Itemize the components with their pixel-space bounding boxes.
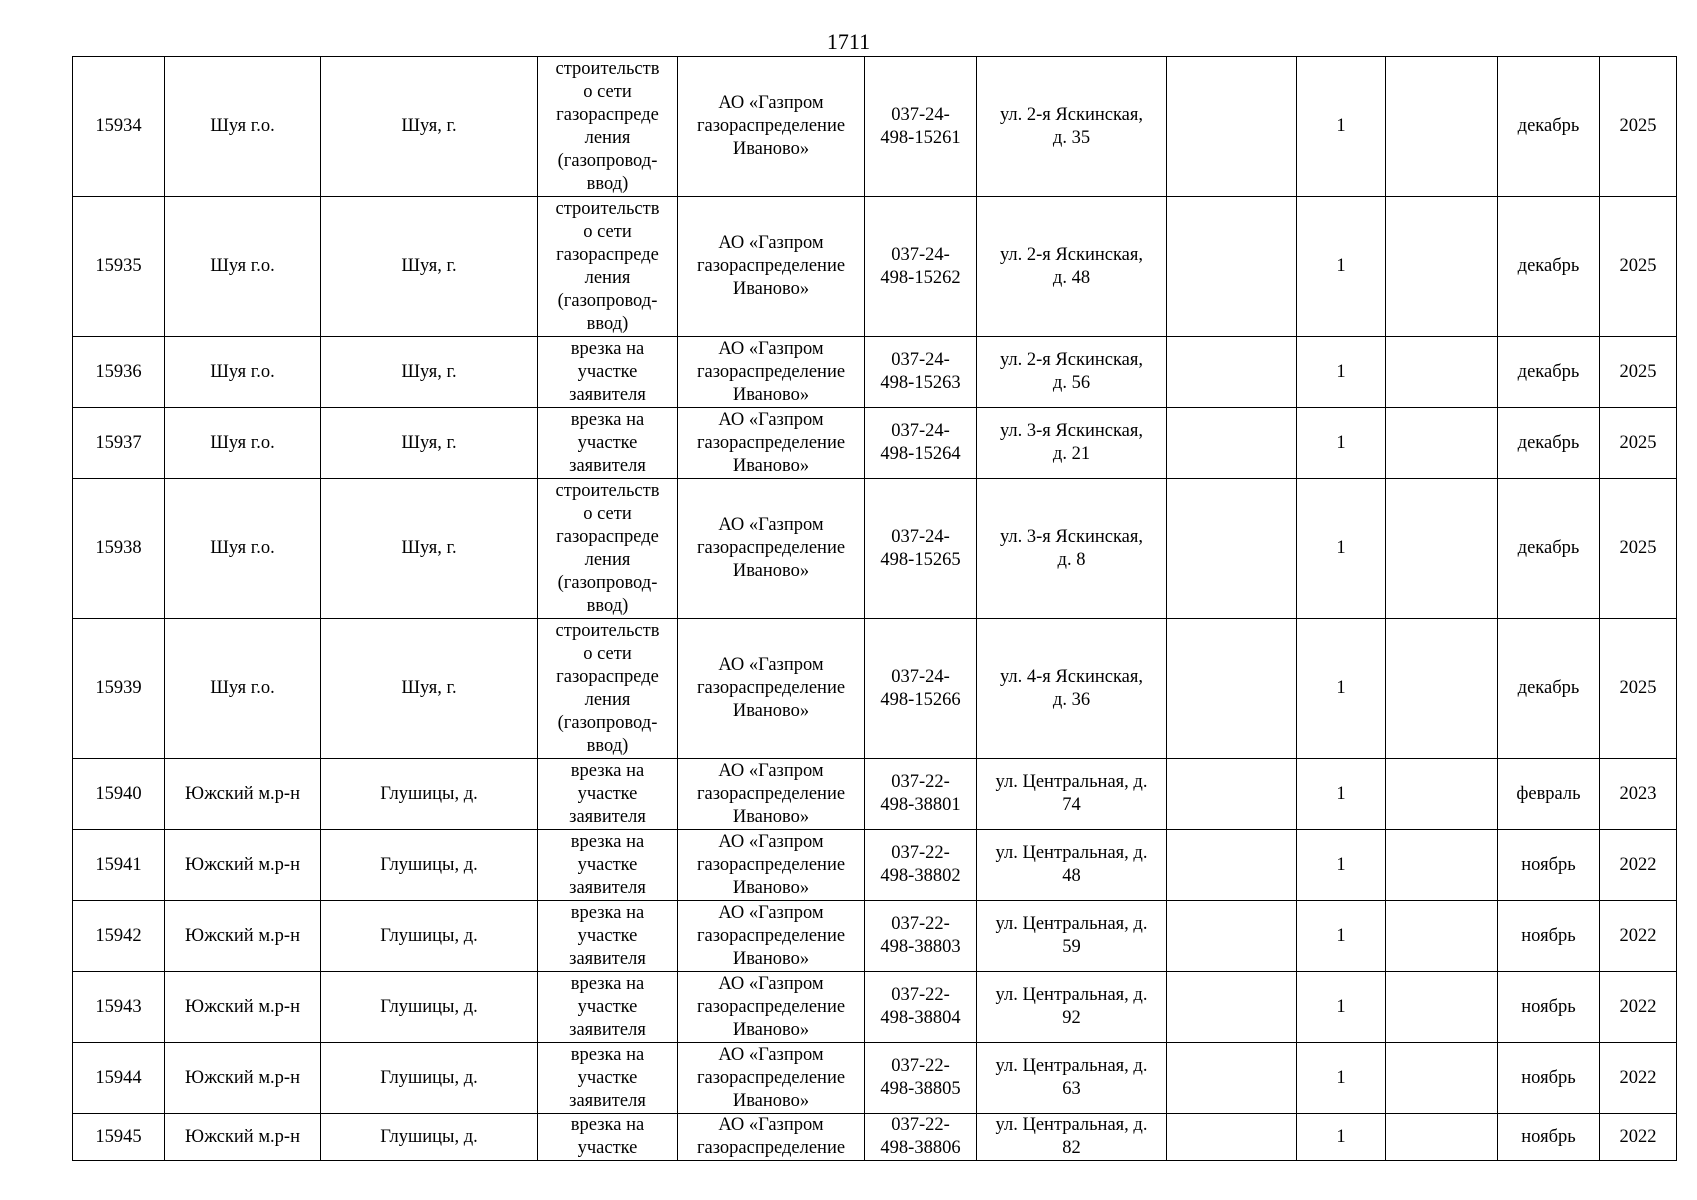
cell-month: ноябрь (1498, 1114, 1600, 1161)
cell-year: 2022 (1600, 830, 1677, 901)
cell-empty-1 (1167, 1114, 1297, 1161)
cell-organization: АО «Газпром газораспределение Иваново» (678, 901, 865, 972)
table-row (73, 337, 1677, 408)
cell-empty-2 (1386, 57, 1498, 197)
cell-work-type: строительств о сети газораспреде ления (газопровод- ввод) (538, 619, 678, 759)
cell-organization: АО «Газпром газораспределение (678, 1114, 865, 1161)
register-table-body (73, 57, 1677, 1161)
cell-locality: Шуя, г. (321, 337, 538, 408)
cell-locality: Шуя, г. (321, 57, 538, 197)
cell-number: 15944 (73, 1043, 165, 1114)
cell-locality: Глушицы, д. (321, 759, 538, 830)
cell-district: Южский м.р-н (165, 830, 321, 901)
table-row (73, 1043, 1677, 1114)
cell-count: 1 (1297, 337, 1386, 408)
cell-district: Южский м.р-н (165, 901, 321, 972)
cell-count: 1 (1297, 57, 1386, 197)
cell-year: 2023 (1600, 759, 1677, 830)
cell-address: ул. Центральная, д. 59 (977, 901, 1167, 972)
cell-empty-1 (1167, 759, 1297, 830)
cell-locality: Глушицы, д. (321, 972, 538, 1043)
cell-district: Южский м.р-н (165, 972, 321, 1043)
page-number: 1711 (826, 29, 871, 54)
cell-count: 1 (1297, 972, 1386, 1043)
cell-code: 037-24- 498-15261 (865, 57, 977, 197)
cell-address: ул. Центральная, д. 74 (977, 759, 1167, 830)
cell-count: 1 (1297, 1043, 1386, 1114)
cell-empty-2 (1386, 1043, 1498, 1114)
cell-organization: АО «Газпром газораспределение Иваново» (678, 972, 865, 1043)
cell-address: ул. 3-я Яскинская, д. 21 (977, 408, 1167, 479)
cell-address: ул. Центральная, д. 92 (977, 972, 1167, 1043)
cell-empty-2 (1386, 1114, 1498, 1161)
cell-year: 2022 (1600, 972, 1677, 1043)
cell-empty-1 (1167, 337, 1297, 408)
cell-year: 2025 (1600, 408, 1677, 479)
cell-year: 2025 (1600, 479, 1677, 619)
cell-empty-2 (1386, 830, 1498, 901)
cell-organization: АО «Газпром газораспределение Иваново» (678, 337, 865, 408)
cell-organization: АО «Газпром газораспределение Иваново» (678, 759, 865, 830)
cell-organization: АО «Газпром газораспределение Иваново» (678, 1043, 865, 1114)
cell-empty-2 (1386, 479, 1498, 619)
cell-code: 037-22- 498-38801 (865, 759, 977, 830)
cell-address: ул. 4-я Яскинская, д. 36 (977, 619, 1167, 759)
cell-empty-1 (1167, 57, 1297, 197)
cell-empty-2 (1386, 759, 1498, 830)
cell-district: Южский м.р-н (165, 1043, 321, 1114)
table-row (73, 197, 1677, 337)
cell-empty-2 (1386, 901, 1498, 972)
cell-count: 1 (1297, 619, 1386, 759)
cell-locality: Шуя, г. (321, 197, 538, 337)
cell-work-type: врезка на участке (538, 1114, 678, 1161)
cell-empty-1 (1167, 479, 1297, 619)
cell-month: декабрь (1498, 197, 1600, 337)
cell-address: ул. 2-я Яскинская, д. 48 (977, 197, 1167, 337)
cell-address: ул. Центральная, д. 82 (977, 1114, 1167, 1161)
table-row (73, 619, 1677, 759)
cell-code: 037-22- 498-38805 (865, 1043, 977, 1114)
cell-count: 1 (1297, 901, 1386, 972)
cell-month: ноябрь (1498, 972, 1600, 1043)
cell-locality: Шуя, г. (321, 619, 538, 759)
cell-number: 15939 (73, 619, 165, 759)
cell-work-type: врезка на участке заявителя (538, 759, 678, 830)
cell-empty-1 (1167, 901, 1297, 972)
cell-empty-1 (1167, 972, 1297, 1043)
cell-empty-1 (1167, 197, 1297, 337)
table-row (73, 479, 1677, 619)
cell-code: 037-22- 498-38804 (865, 972, 977, 1043)
cell-work-type: врезка на участке заявителя (538, 408, 678, 479)
cell-district: Шуя г.о. (165, 479, 321, 619)
cell-count: 1 (1297, 830, 1386, 901)
cell-code: 037-24- 498-15265 (865, 479, 977, 619)
cell-number: 15935 (73, 197, 165, 337)
cell-work-type: строительств о сети газораспреде ления (газопровод- ввод) (538, 57, 678, 197)
cell-month: декабрь (1498, 337, 1600, 408)
cell-year: 2025 (1600, 619, 1677, 759)
cell-code: 037-24- 498-15264 (865, 408, 977, 479)
cell-address: ул. Центральная, д. 63 (977, 1043, 1167, 1114)
cell-number: 15940 (73, 759, 165, 830)
cell-district: Шуя г.о. (165, 197, 321, 337)
cell-empty-1 (1167, 1043, 1297, 1114)
table-row (73, 57, 1677, 197)
cell-work-type: врезка на участке заявителя (538, 830, 678, 901)
cell-empty-2 (1386, 197, 1498, 337)
cell-month: декабрь (1498, 57, 1600, 197)
cell-number: 15937 (73, 408, 165, 479)
cell-empty-2 (1386, 972, 1498, 1043)
cell-month: ноябрь (1498, 830, 1600, 901)
cell-district: Шуя г.о. (165, 619, 321, 759)
cell-number: 15941 (73, 830, 165, 901)
cell-number: 15942 (73, 901, 165, 972)
cell-month: декабрь (1498, 619, 1600, 759)
cell-district: Шуя г.о. (165, 57, 321, 197)
cell-year: 2022 (1600, 1043, 1677, 1114)
cell-organization: АО «Газпром газораспределение Иваново» (678, 408, 865, 479)
cell-year: 2025 (1600, 57, 1677, 197)
cell-work-type: врезка на участке заявителя (538, 337, 678, 408)
cell-code: 037-22- 498-38803 (865, 901, 977, 972)
cell-locality: Глушицы, д. (321, 1043, 538, 1114)
cell-district: Шуя г.о. (165, 337, 321, 408)
cell-year: 2022 (1600, 901, 1677, 972)
cell-month: февраль (1498, 759, 1600, 830)
cell-month: декабрь (1498, 479, 1600, 619)
cell-address: ул. 2-я Яскинская, д. 56 (977, 337, 1167, 408)
cell-number: 15943 (73, 972, 165, 1043)
cell-organization: АО «Газпром газораспределение Иваново» (678, 57, 865, 197)
cell-number: 15938 (73, 479, 165, 619)
cell-year: 2025 (1600, 337, 1677, 408)
cell-month: ноябрь (1498, 901, 1600, 972)
cell-code: 037-24- 498-15262 (865, 197, 977, 337)
cell-code: 037-22- 498-38802 (865, 830, 977, 901)
cell-number: 15934 (73, 57, 165, 197)
cell-count: 1 (1297, 479, 1386, 619)
cell-year: 2022 (1600, 1114, 1677, 1161)
cell-empty-2 (1386, 408, 1498, 479)
cell-district: Южский м.р-н (165, 759, 321, 830)
cell-month: ноябрь (1498, 1043, 1600, 1114)
cell-organization: АО «Газпром газораспределение Иваново» (678, 197, 865, 337)
cell-code: 037-24- 498-15266 (865, 619, 977, 759)
cell-locality: Глушицы, д. (321, 830, 538, 901)
cell-count: 1 (1297, 759, 1386, 830)
register-table (72, 56, 1677, 1161)
cell-empty-1 (1167, 830, 1297, 901)
cell-organization: АО «Газпром газораспределение Иваново» (678, 619, 865, 759)
cell-count: 1 (1297, 408, 1386, 479)
cell-locality: Глушицы, д. (321, 1114, 538, 1161)
table-row (73, 830, 1677, 901)
table-row (73, 759, 1677, 830)
cell-work-type: строительств о сети газораспреде ления (газопровод- ввод) (538, 479, 678, 619)
cell-locality: Глушицы, д. (321, 901, 538, 972)
cell-address: ул. 3-я Яскинская, д. 8 (977, 479, 1167, 619)
cell-work-type: строительств о сети газораспреде ления (газопровод- ввод) (538, 197, 678, 337)
cell-work-type: врезка на участке заявителя (538, 972, 678, 1043)
cell-address: ул. 2-я Яскинская, д. 35 (977, 57, 1167, 197)
cell-district: Южский м.р-н (165, 1114, 321, 1161)
cell-locality: Шуя, г. (321, 479, 538, 619)
cell-count: 1 (1297, 197, 1386, 337)
cell-work-type: врезка на участке заявителя (538, 901, 678, 972)
cell-code: 037-22- 498-38806 (865, 1114, 977, 1161)
cell-district: Шуя г.о. (165, 408, 321, 479)
cell-code: 037-24- 498-15263 (865, 337, 977, 408)
cell-locality: Шуя, г. (321, 408, 538, 479)
cell-empty-2 (1386, 619, 1498, 759)
cell-number: 15936 (73, 337, 165, 408)
table-row (73, 972, 1677, 1043)
cell-year: 2025 (1600, 197, 1677, 337)
cell-count: 1 (1297, 1114, 1386, 1161)
cell-number: 15945 (73, 1114, 165, 1161)
cell-empty-1 (1167, 619, 1297, 759)
cell-address: ул. Центральная, д. 48 (977, 830, 1167, 901)
cell-month: декабрь (1498, 408, 1600, 479)
cell-empty-1 (1167, 408, 1297, 479)
table-row (73, 408, 1677, 479)
table-row (73, 1114, 1677, 1161)
table-row (73, 901, 1677, 972)
cell-organization: АО «Газпром газораспределение Иваново» (678, 479, 865, 619)
cell-organization: АО «Газпром газораспределение Иваново» (678, 830, 865, 901)
cell-empty-2 (1386, 337, 1498, 408)
cell-work-type: врезка на участке заявителя (538, 1043, 678, 1114)
